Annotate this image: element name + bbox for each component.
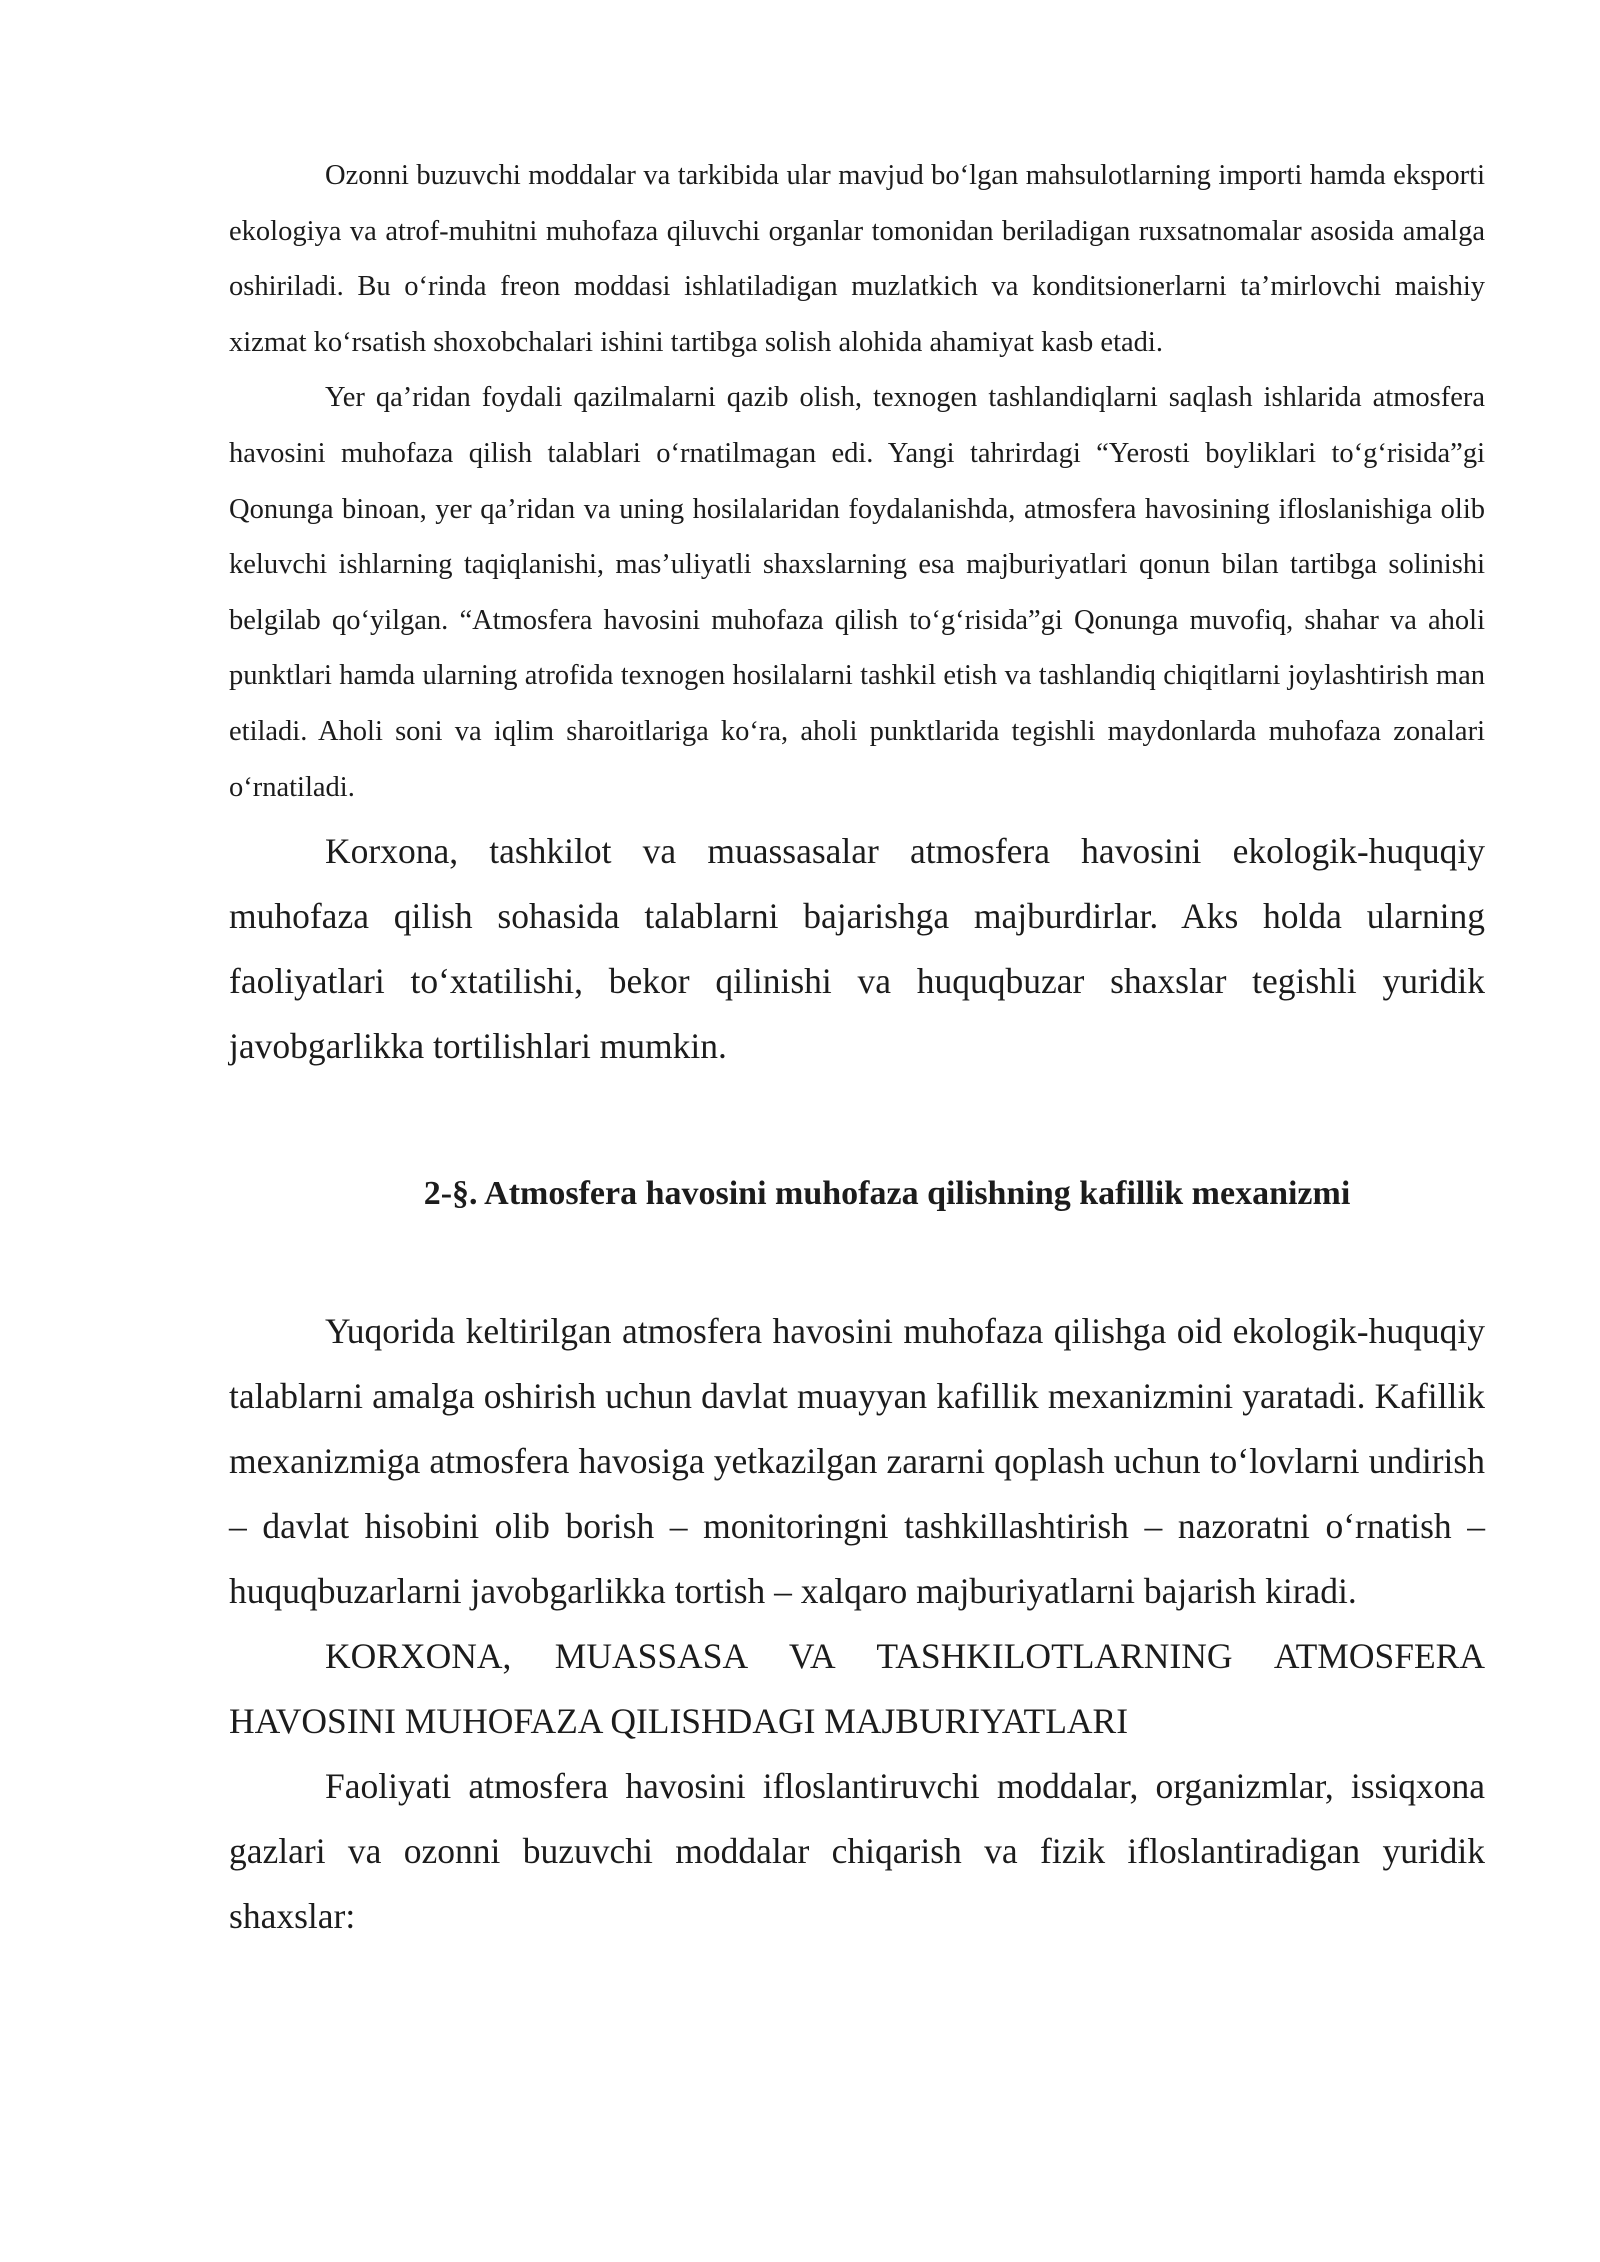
paragraph-subsoil: Yer qa’ridan foydali qazilmalarni qazib olish, texnogen tashlandiqlarni saqlash ishlarida atmosfera havosini muhofaza qilish talablari o‘rnatilmagan edi. Yangi tahrirdagi “Yerosti boyliklari to‘g‘risida”gi Qonunga binoan, yer qa’ridan va uning hosilalaridan foydalanishda, atmosfera havosining ifloslanishiga olib keluvchi ishlarning taqiqlanishi, mas’uliyatli shaxslarning esa majburiyatlari qonun bilan tartibga solinishi belgilab qo‘yilgan. “Atmosfera havosini muhofaza qilish to‘g‘risida”gi Qonunga muvofiq, shahar va aholi punktlari hamda ularning atrofida texnogen hosilalarni tashkil etish va tashlandiq chiqitlarni joylashtirish man etiladi. Aholi soni va iqlim sharoitlariga ko‘ra, aholi punktlarida tegishli maydonlarda muhofaza zonalari o‘rnatiladi. [229,382,1485,803]
paragraph-ozone-import: Ozonni buzuvchi moddalar va tarkibida ular mavjud bo‘lgan mahsulotlarning importi hamda eksporti ekologiya va atrof-muhitni muhofaza qiluvchi organlar tomonidan beriladigan ruxsatnomalar asosida amalga oshiriladi. Bu o‘rinda freon moddasi ishlatiladigan muzlatkich va konditsionerlarni ta’mirlovchi maishiy xizmat ko‘rsatish shoxobchalari ishini tartibga solish alohida ahamiyat kasb etadi. [229,160,1485,358]
paragraph-guarantee-mechanism: Yuqorida keltirilgan atmosfera havosini muhofaza qilishga oid ekologik-huquqiy talablarni amalga oshirish uchun davlat muayyan kafillik mexanizmini yaratadi. Kafillik mexanizmiga atmosfera havosiga yetkazilgan zararni qoplash uchun to‘lovlarni undirish – davlat hisobini olib borish – monitoringni tashkillashtirish – nazoratni o‘rnatish – huquqbuzarlarni javobgarlikka tortish – xalqaro majburiyatlarni bajarish kiradi. [229,1311,1485,1612]
document-page [229,148,1485,1949]
paragraph-legal-entities: Faoliyati atmosfera havosini ifloslantiruvchi moddalar, organizmlar, issiqxona gazlari va ozonni buzuvchi moddalar chiqarish va fizik ifloslantiradigan yuridik shaxslar: [229,1766,1485,1937]
paragraph-obligations-title: KORXONA, MUASSASA VA TASHKILOTLARNING ATMOSFERA HAVOSINI MUHOFAZA QILISHDAGI MAJBURIYATLARI [229,1636,1485,1742]
section-heading: 2-§. Atmosfera havosini muhofaza qilishning kafillik mexanizmi [423,1175,1351,1213]
paragraph-enterprise-obligations: Korxona, tashkilot va muassasalar atmosfera havosini ekologik-huquqiy muhofaza qilish sohasida talablarni bajarishga majburdirlar. Aks holda ularning faoliyatlari to‘xtatilishi, bekor qilinishi va huquqbuzar shaxslar tegishli yuridik javobgarlikka tortilishlari mumkin. [229,831,1485,1067]
